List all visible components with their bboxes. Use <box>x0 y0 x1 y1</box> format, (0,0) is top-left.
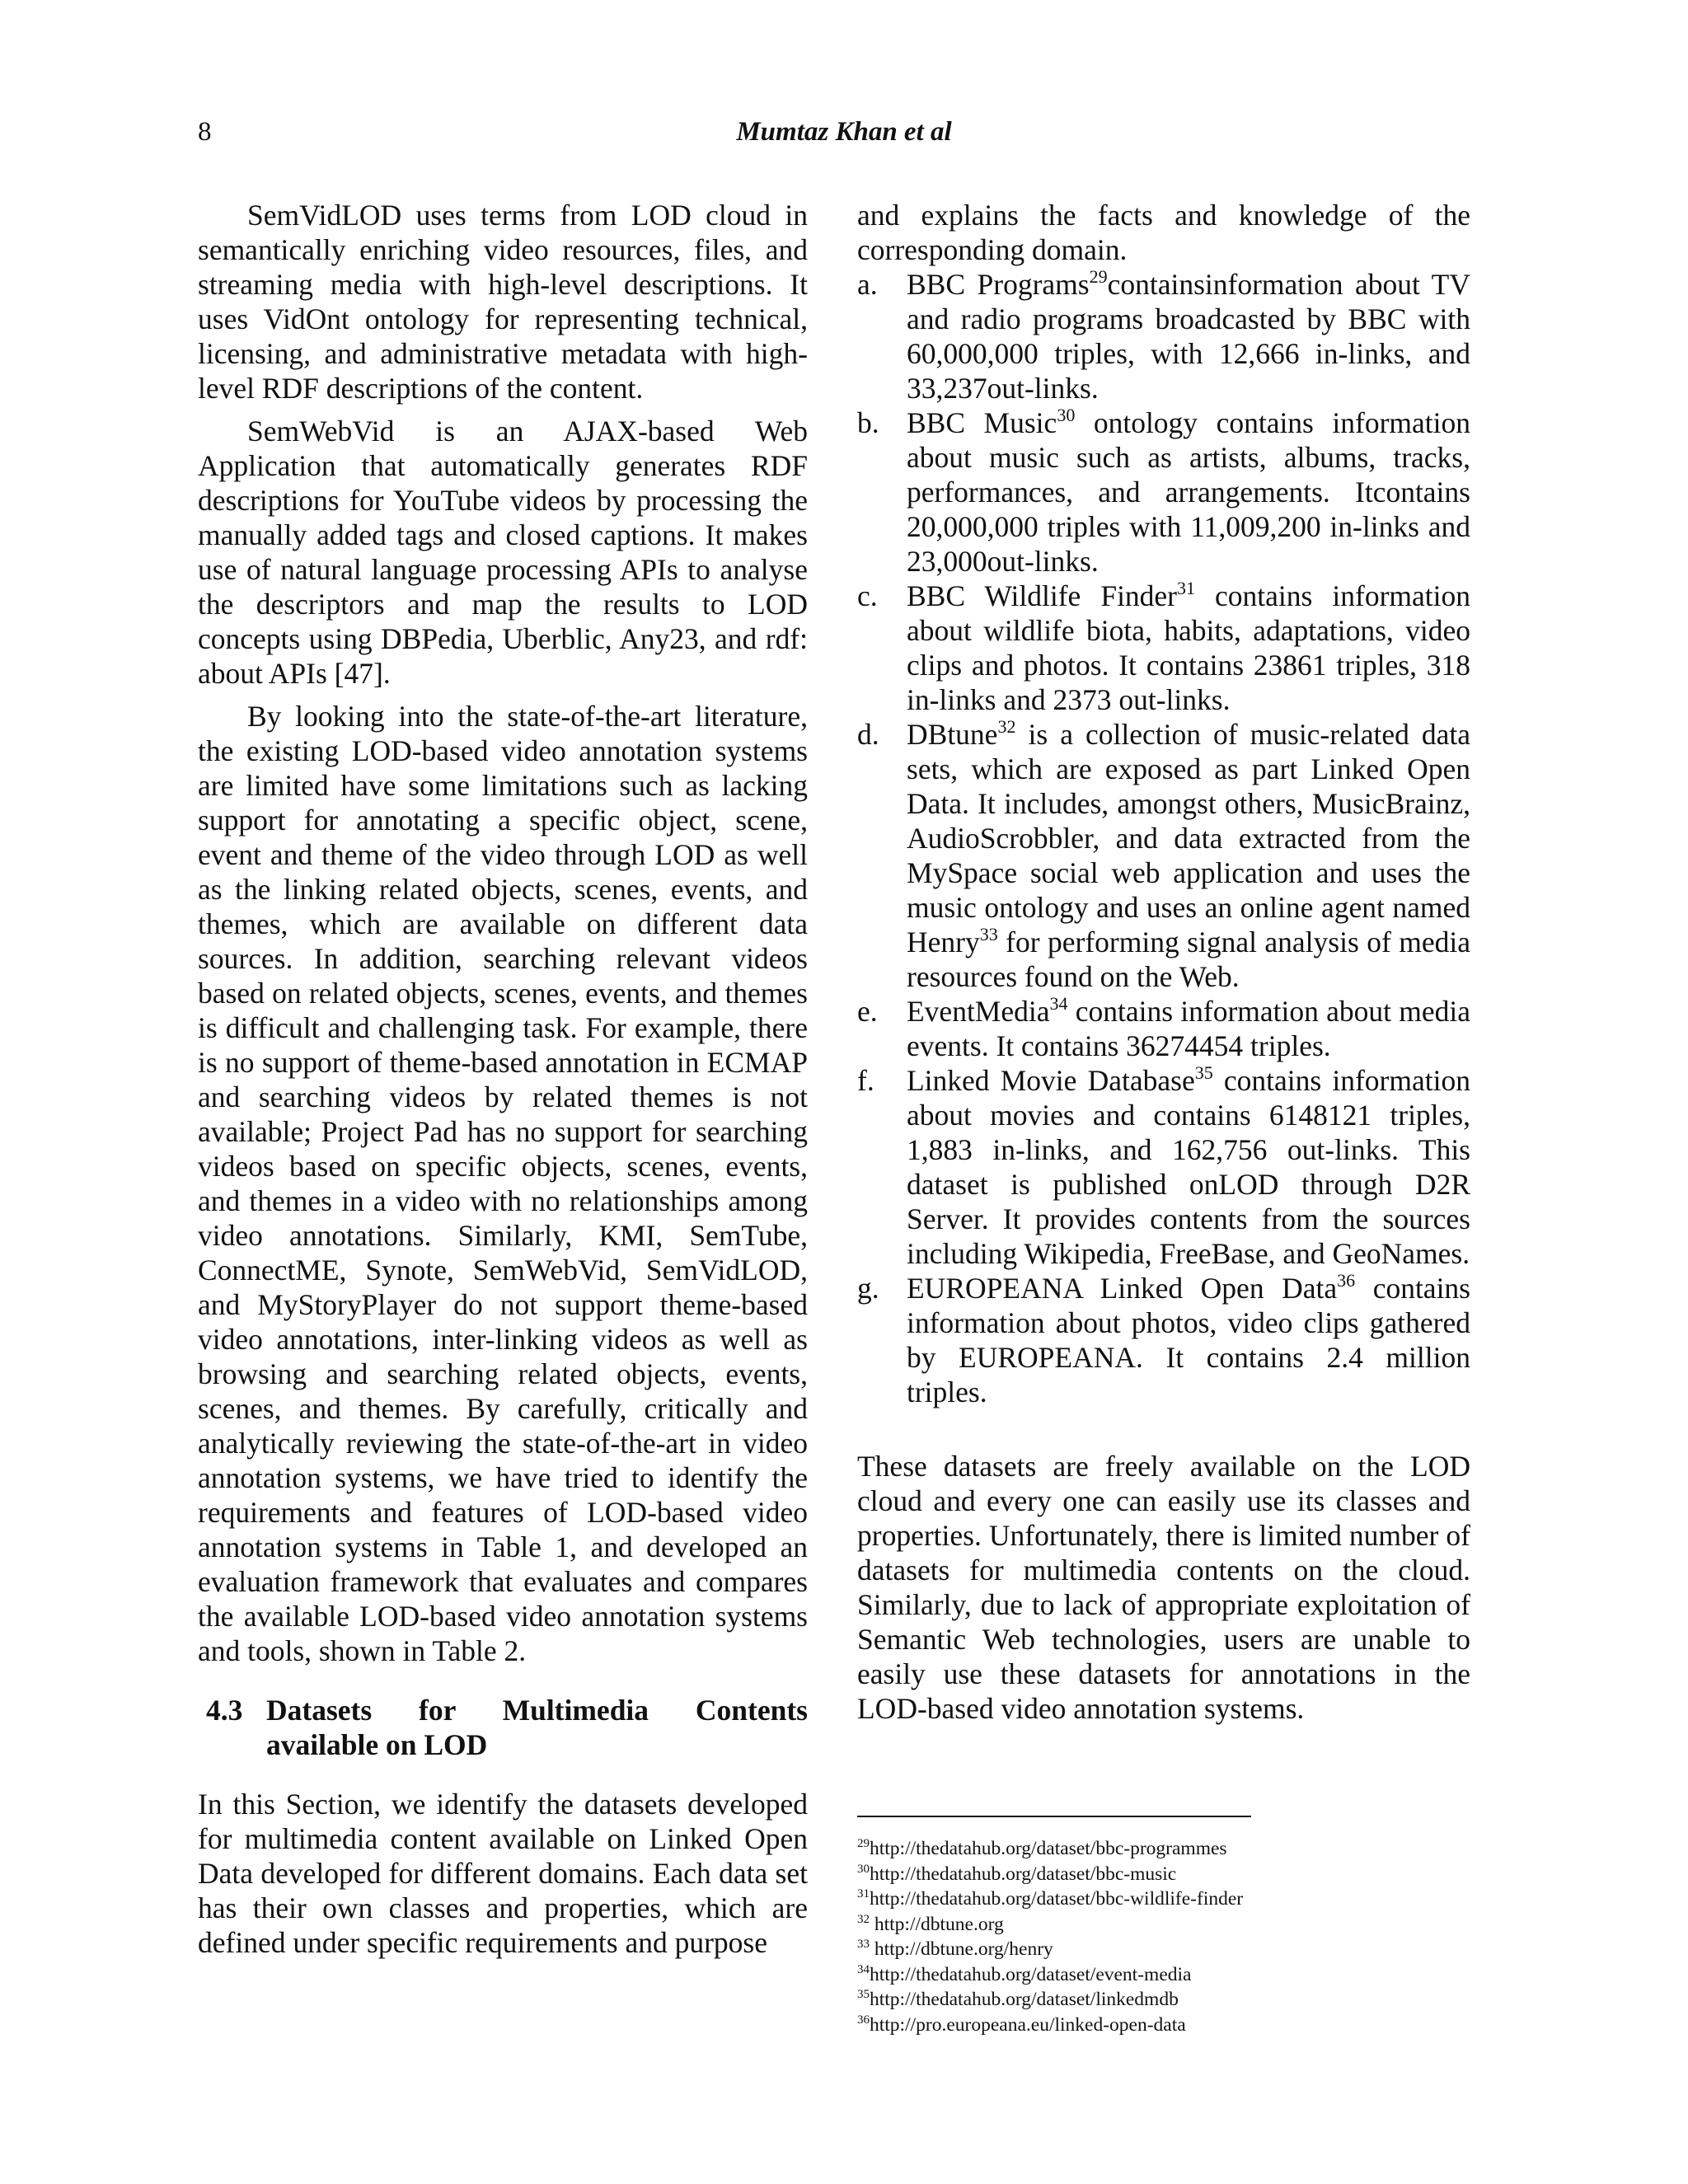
item-name: Linked Movie Database <box>907 1064 1195 1097</box>
page-number: 8 <box>198 117 212 147</box>
dataset-list <box>857 267 1470 1409</box>
footnote-ref: 36 <box>1337 1270 1356 1291</box>
list-marker: d. <box>857 718 879 751</box>
footnote <box>857 2013 1470 2038</box>
footnote-number: 34 <box>857 1962 870 1976</box>
list-item-text <box>907 579 1470 717</box>
item-description: contains information about movies and contains 6148121 triples, 1,883 in-links, and 162,756 out-links. This dataset is published onLOD through D2R Server. It provides contents from the sources including Wikipedia, FreeBase, and GeoNames. <box>907 1064 1470 1270</box>
list-marker: b. <box>857 406 879 439</box>
footnote-ref: 31 <box>1177 578 1196 598</box>
item-description: contains information about photos, video clips gathered by EUROPEANA. It contains 2.4 million triples. <box>907 1272 1470 1408</box>
section-heading <box>206 1693 808 1762</box>
page-header <box>198 117 1490 157</box>
footnote-link[interactable]: http://thedatahub.org/dataset/event-media <box>870 1963 1192 1985</box>
paragraph-state-of-the-art: By looking into the state-of-the-art literature, the existing LOD-based video annotation systems are limited have some limitations such as lacking support for annotating a specific object, scene, event and theme of the video through LOD as well as the linking related objects, scenes, events, and themes, which are available on different data sources. In addition, searching relevant videos based on related objects, scenes, events, and themes is difficult and challenging task. For example, there is no support of theme-based annotation in ECMAP and searching videos by related themes is not available; Project Pad has no support for searching videos based on specific objects, scenes, events, and themes in a video with no relationships among video annotations. Similarly, KMI, SemTube, ConnectME, Synote, SemWebVid, SemVidLOD, and MyStoryPlayer do not support theme-based video annotations, inter-linking videos as well as browsing and searching related objects, events, scenes, and themes. By carefully, critically and analytically reviewing the state-of-the-art in video annotation systems, we have tried to identify the requirements and features of LOD-based video annotation systems in Table 1, and developed an evaluation framework that evaluates and compares the available LOD-based video annotation systems and tools, shown in Table 2. <box>198 700 808 1667</box>
item-name: EventMedia <box>907 995 1050 1028</box>
list-item-text <box>907 267 1470 405</box>
footnote-number: 36 <box>857 2013 870 2027</box>
footnote-number: 33 <box>857 1938 870 1951</box>
footnote <box>857 1937 1470 1962</box>
footnote-number: 32 <box>857 1912 870 1926</box>
item-description: containsinformation about TV and radio programs broadcasted by BBC with 60,000,000 triples, with 12,666 in-links, and 33,237out-links. <box>907 268 1470 405</box>
list-item <box>857 1063 1470 1271</box>
item-name: EUROPEANA Linked Open Data <box>907 1272 1338 1305</box>
list-item <box>857 994 1470 1063</box>
paragraph-semwebvid: SemWebVid is an AJAX-based Web Application that automatically generates RDF descriptions for YouTube videos by processing the manually added tags and closed captions. It makes use of natural language processing APIs to analyse the descriptors and map the results to LOD concepts using DBPedia, Uberblic, Any23, and rdf: about APIs [47]. <box>198 415 808 690</box>
footnote-number: 30 <box>857 1862 870 1876</box>
right-column <box>857 198 1470 1726</box>
list-item-text <box>907 994 1470 1063</box>
footnote-number: 35 <box>857 1988 870 2001</box>
footnote <box>857 1836 1470 1862</box>
item-description: is a collection of music-related data sets, which are exposed as part Linked Open Data. It includes, amongst others, MusicBrainz, AudioScrobbler, and data extracted from the MySpace social web application and uses the music ontology and uses an online agent named Henry <box>907 718 1470 958</box>
list-item-text <box>907 1063 1470 1271</box>
item-name: BBC Music <box>907 406 1057 439</box>
paragraph-continued: and explains the facts and knowledge of the corresponding domain. <box>857 199 1470 266</box>
list-item <box>857 579 1470 717</box>
item-name: DBtune <box>907 718 998 751</box>
list-marker: a. <box>857 268 878 301</box>
footnote-ref: 29 <box>1089 266 1108 287</box>
running-head: Mumtaz Khan et al <box>736 117 952 147</box>
list-item <box>857 405 1470 579</box>
item-description: for performing signal analysis of media resources found on the Web. <box>907 926 1470 993</box>
list-marker: e. <box>857 995 878 1028</box>
footnote-ref: 32 <box>997 716 1016 737</box>
item-name: BBC Wildlife Finder <box>907 579 1178 612</box>
footnote <box>857 1862 1470 1887</box>
footnote-link[interactable]: http://pro.europeana.eu/linked-open-data <box>870 2013 1186 2036</box>
footnote <box>857 1886 1470 1912</box>
paragraph-datasets-intro: In this Section, we identify the datasets developed for multimedia content available on Linked Open Data developed for different domains. Each data set has their own classes and properties, which are defined under specific requirements and purpose <box>198 1788 808 1959</box>
footnote-number: 31 <box>857 1887 870 1900</box>
section-number: 4.3 <box>206 1694 243 1727</box>
list-item <box>857 1271 1470 1409</box>
list-item <box>857 717 1470 994</box>
item-description: contains information about media events. It contains 36274454 triples. <box>907 995 1470 1062</box>
footnote-ref: 34 <box>1049 993 1068 1014</box>
footnote-ref: 30 <box>1057 405 1076 425</box>
footnote-link[interactable]: http://dbtune.org <box>870 1913 1004 1935</box>
footnote-ref: 33 <box>979 924 998 944</box>
list-item-text <box>907 717 1470 994</box>
section-title: Datasets for Multimedia Contents available on LOD <box>266 1694 808 1761</box>
list-marker: c. <box>857 579 878 612</box>
footnote-number: 29 <box>857 1837 870 1850</box>
list-item-text <box>907 405 1470 579</box>
item-description: ontology contains information about music such as artists, albums, tracks, performances, and arrangements. Itcontains 20,000,000 triples with 11,009,200 in-links and 23,000out-links. <box>907 406 1470 578</box>
footnote-ref: 35 <box>1194 1062 1213 1083</box>
paragraph-semvidlod: SemVidLOD uses terms from LOD cloud in semantically enriching video resources, files, and streaming media with high-level descriptions. It uses VidOnt ontology for representing technical, licensing, and administrative metadata with high-level RDF descriptions of the content. <box>198 199 808 405</box>
footnotes <box>857 1836 1470 2037</box>
left-column <box>198 198 808 1960</box>
paragraph-datasets-summary: These datasets are freely available on the LOD cloud and every one can easily use its classes and properties. Unfortunately, there is limited number of datasets for multimedia contents on the cloud. Similarly, due to lack of appropriate exploitation of Semantic Web technologies, users are unable to easily use these datasets for annotations in the LOD-based video annotation systems. <box>857 1450 1470 1725</box>
list-item <box>857 267 1470 405</box>
footnote-link[interactable]: http://thedatahub.org/dataset/bbc-music <box>870 1863 1177 1885</box>
list-marker: g. <box>857 1272 879 1305</box>
list-item-text <box>907 1271 1470 1409</box>
footnote <box>857 1962 1470 1988</box>
list-marker: f. <box>857 1064 874 1097</box>
footnote-link[interactable]: http://thedatahub.org/dataset/bbc-programmes <box>870 1838 1227 1859</box>
footnote-link[interactable]: http://thedatahub.org/dataset/linkedmdb <box>870 1989 1179 2010</box>
footnote-link[interactable]: http://dbtune.org/henry <box>870 1938 1053 1960</box>
footnote-link[interactable]: http://thedatahub.org/dataset/bbc-wildlife-finder <box>870 1888 1244 1910</box>
item-description: contains information about wildlife biota, habits, adaptations, video clips and photos. It contains 23861 triples, 318 in-links and 2373 out-links. <box>907 579 1470 716</box>
footnote <box>857 1987 1470 2013</box>
footnote-rule <box>857 1816 1251 1817</box>
item-name: BBC Programs <box>907 268 1090 301</box>
footnote <box>857 1912 1470 1938</box>
